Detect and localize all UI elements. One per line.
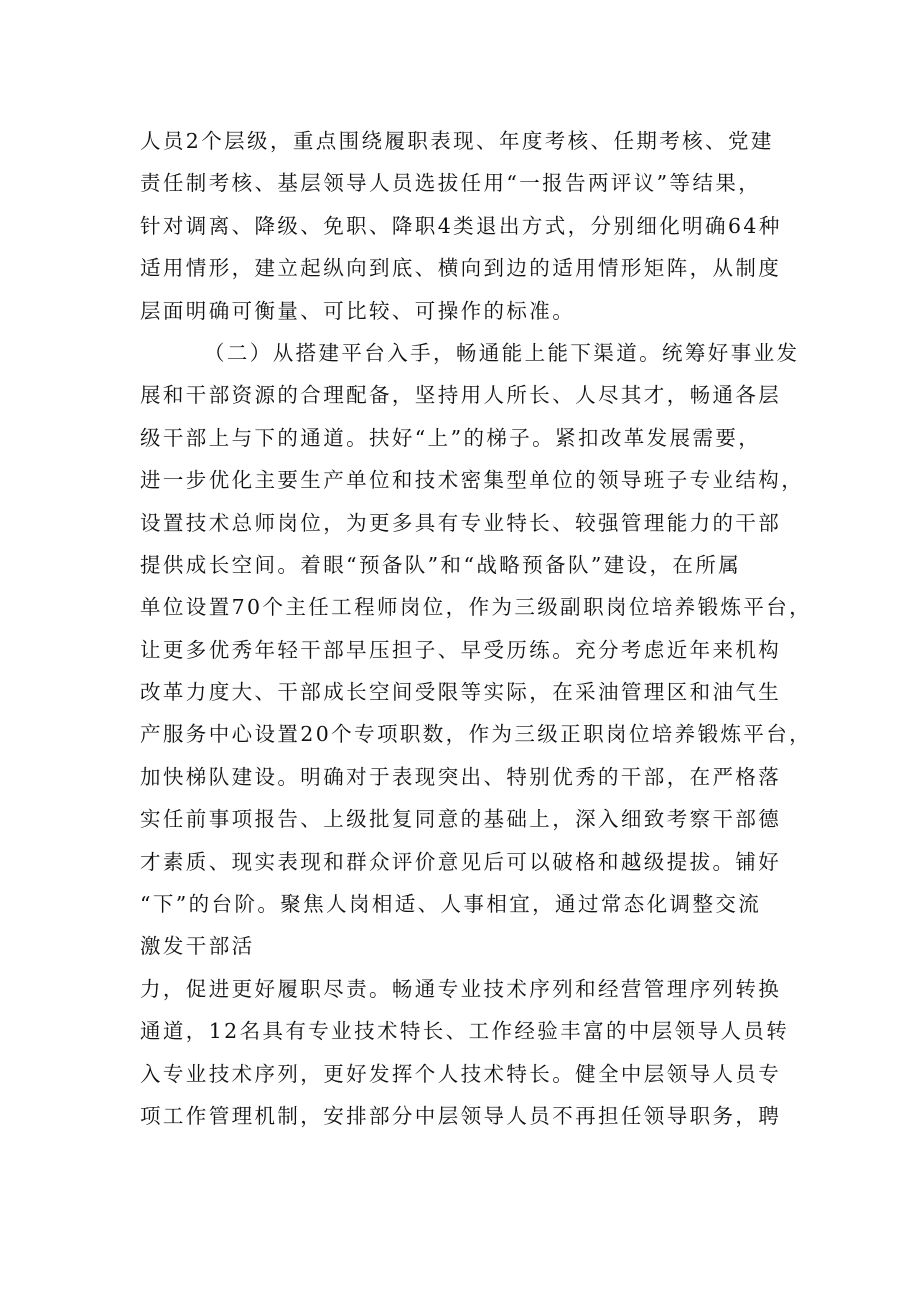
text-line: 让更多优秀年轻干部早压担子、早受历练。充分考虑近年来机构 — [140, 637, 782, 662]
text-line: 适用情形，建立起纵向到底、横向到边的适用情形矩阵，从制度 — [140, 256, 782, 281]
text-line: 责任制考核、基层领导人员选拔任用“一报告两评议”等结果， — [140, 171, 762, 196]
text-line: 入专业技术序列，更好发挥个人技术特长。健全中层领导人员专 — [140, 1061, 782, 1086]
text-line: 展和干部资源的合理配备，坚持用人所长、人尽其才，畅通各层 — [140, 383, 782, 408]
document-body — [140, 120, 813, 1137]
text-line: 单位设置70个主任工程师岗位，作为三级副职岗位培养锻炼平台， — [140, 595, 813, 620]
text-line: 力，促进更好履职尽责。畅通专业技术序列和经营管理序列转换 — [140, 976, 782, 1001]
text-line: 设置技术总师岗位，为更多具有专业特长、较强管理能力的干部 — [140, 510, 782, 535]
text-line: 项工作管理机制，安排部分中层领导人员不再担任领导职务，聘 — [140, 1103, 782, 1128]
text-line: 改革力度大、干部成长空间受限等实际，在采油管理区和油气生 — [140, 680, 782, 705]
text-line: 加快梯队建设。明确对于表现突出、特别优秀的干部，在严格落 — [140, 764, 782, 789]
text-line: “下”的台阶。聚焦人岗相适、人事相宜，通过常态化调整交流 — [140, 892, 762, 917]
text-line: 才素质、现实表现和群众评价意见后可以破格和越级提拔。铺好 — [140, 849, 782, 874]
text-line: 进一步优化主要生产单位和技术密集型单位的领导班子专业结构， — [140, 468, 805, 493]
text-line: 激发干部活 — [140, 934, 255, 959]
text-line: 通道，12名具有专业技术特长、工作经验丰富的中层领导人员转 — [140, 1019, 790, 1044]
text-line: 人员2个层级，重点围绕履职表现、年度考核、任期考核、党建 — [140, 129, 774, 153]
text-line: 产服务中心设置20个专项职数，作为三级正职岗位培养锻炼平台， — [140, 722, 813, 747]
text-line: 针对调离、降级、免职、降职4类退出方式，分别细化明确64种 — [140, 213, 782, 238]
text-line: 实任前事项报告、上级批复同意的基础上，深入细致考察干部德 — [140, 807, 782, 832]
text-line: 级干部上与下的通道。扶好“上”的梯子。紧扣改革发展需要， — [140, 425, 762, 450]
text-line: 层面明确可衡量、可比较、可操作的标准。 — [140, 298, 576, 323]
section-heading-line: （二）从搭建平台入手，畅通能上能下渠道。统筹好事业发 — [204, 340, 800, 365]
text-line: 提供成长空间。着眼“预备队”和“战略预备队”建设，在所属 — [140, 552, 742, 577]
